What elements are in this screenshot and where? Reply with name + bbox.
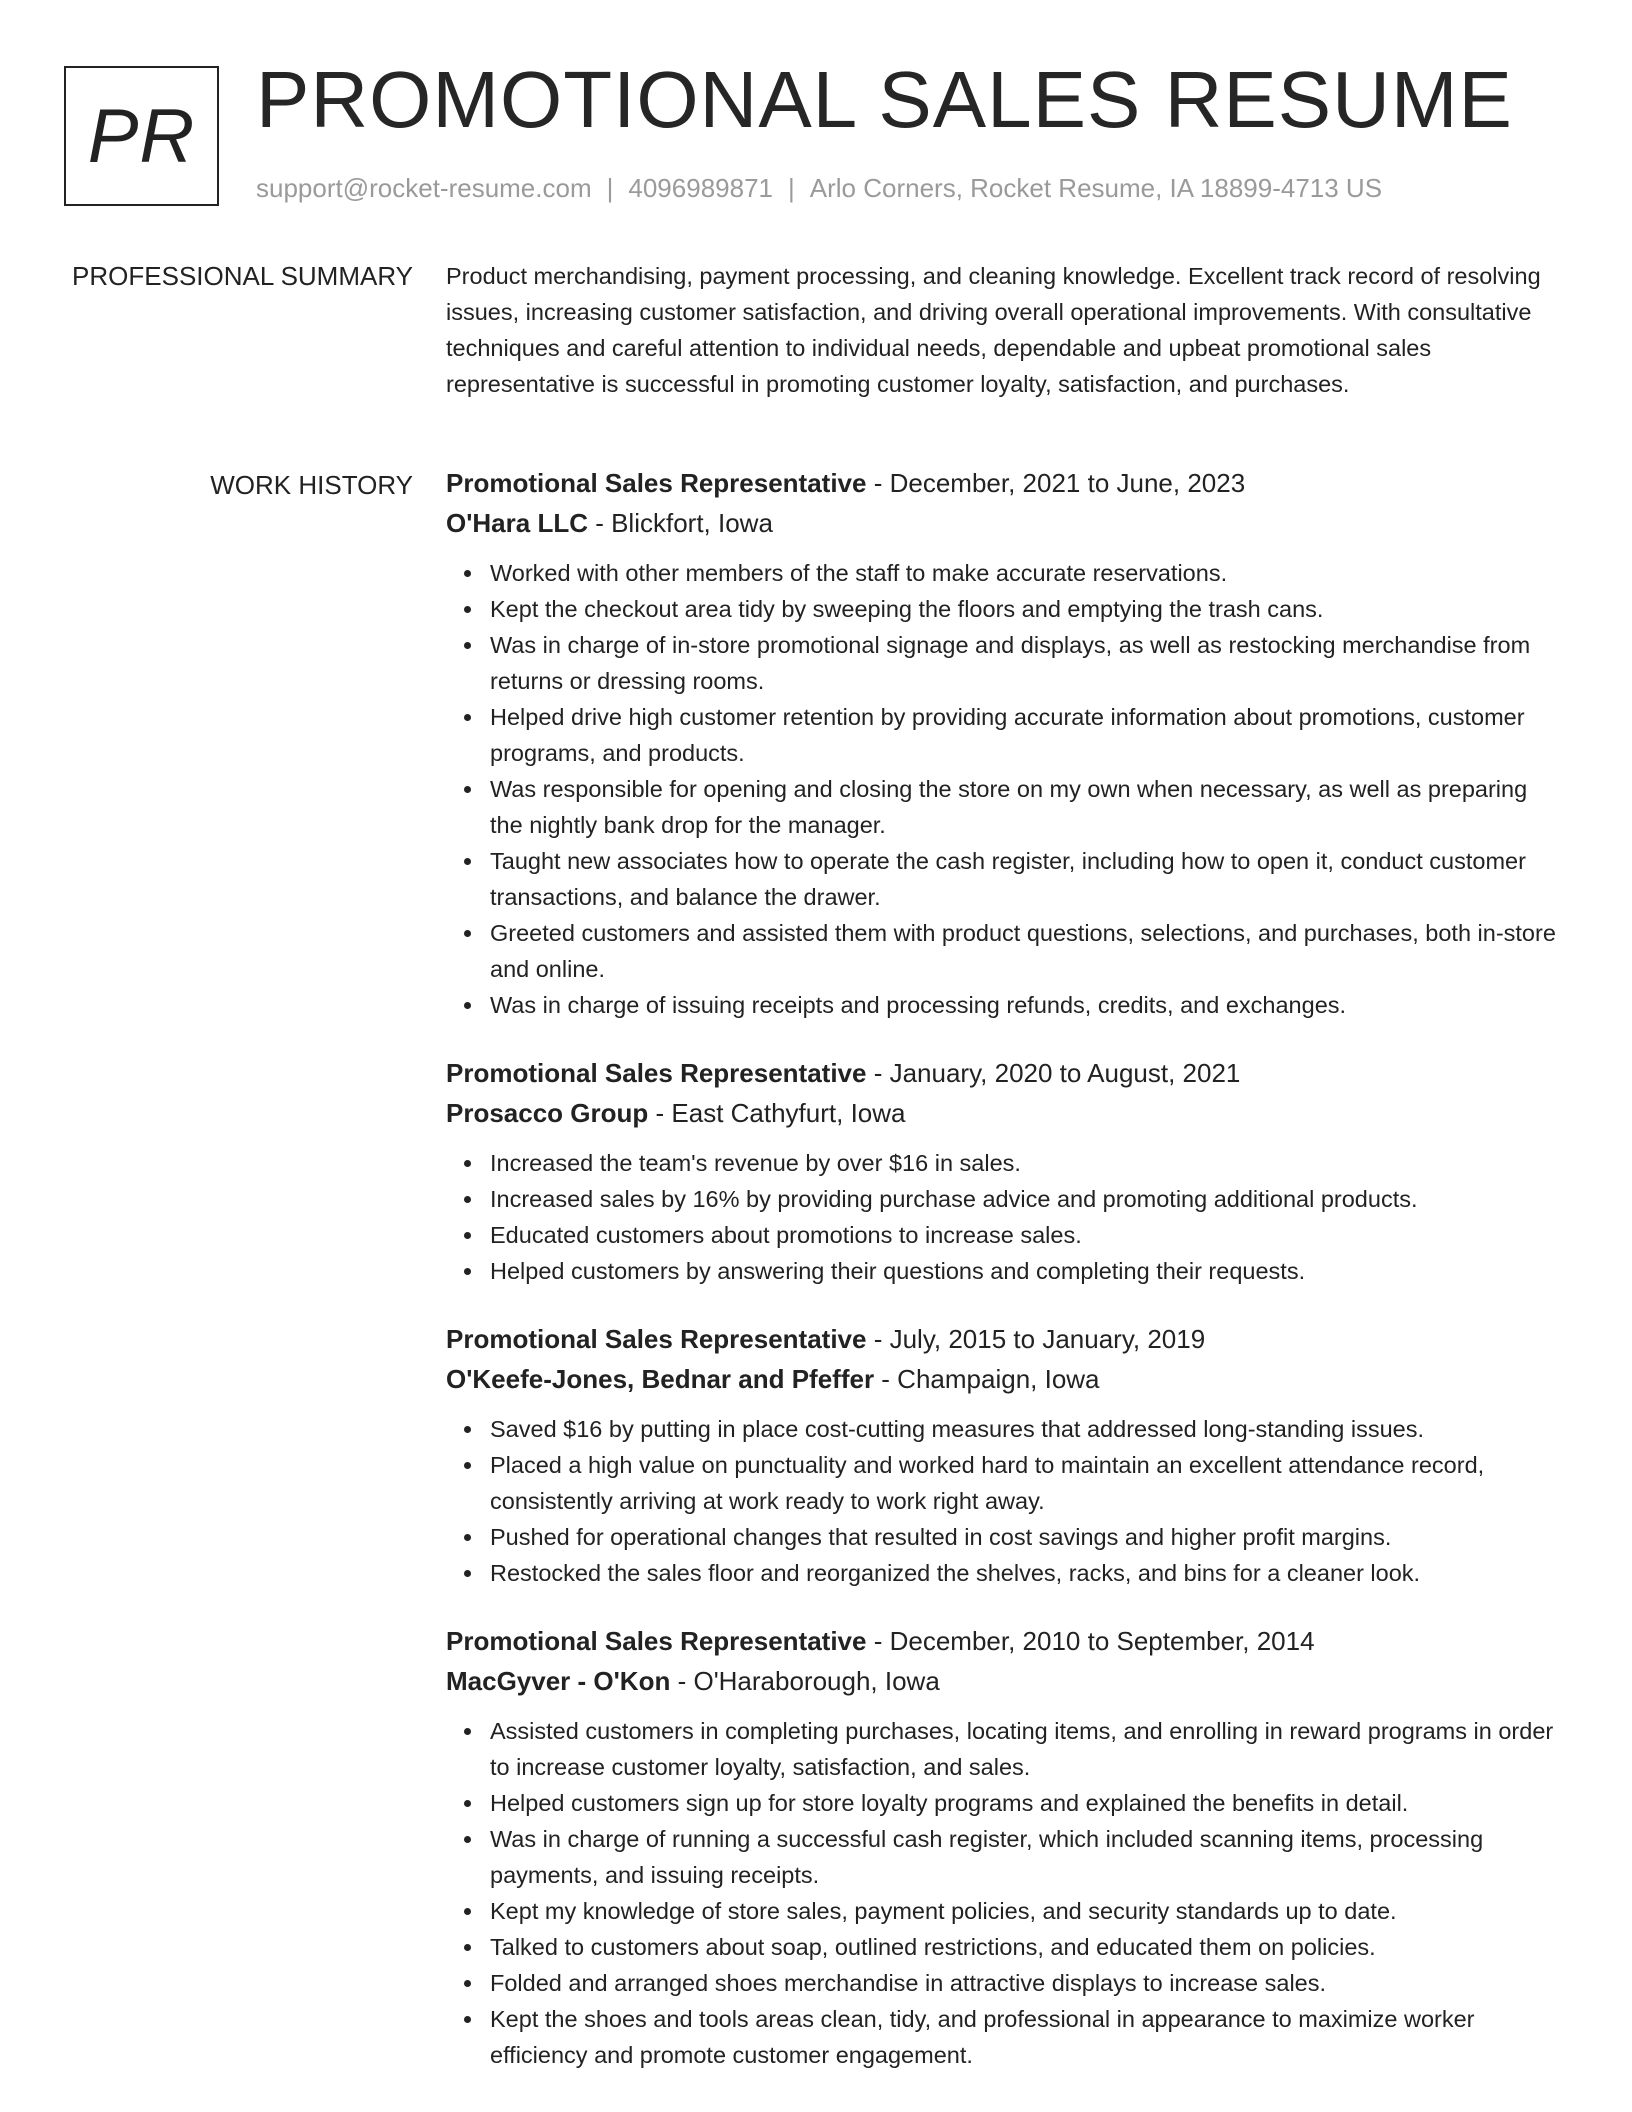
job-location: - East Cathyfurt, Iowa xyxy=(648,1098,906,1128)
job-title: Promotional Sales Representative xyxy=(446,1324,867,1354)
bullet-item: Helped drive high customer retention by providing accurate information about promotions, customer programs, and products. xyxy=(490,699,1566,771)
job-dates: - January, 2020 to August, 2021 xyxy=(866,1058,1241,1088)
bullet-item: Saved $16 by putting in place cost-cutting measures that addressed long-standing issues. xyxy=(490,1411,1566,1447)
bullet-item: Kept the shoes and tools areas clean, tidy, and professional in appearance to maximize worker efficiency and promote customer engagement. xyxy=(490,2001,1566,2073)
bullet-item: Pushed for operational changes that resulted in cost savings and higher profit margins. xyxy=(490,1519,1566,1555)
job-bullets xyxy=(446,555,1566,1023)
bullet-item: Helped customers sign up for store loyalty programs and explained the benefits in detail. xyxy=(490,1785,1566,1821)
monogram-logo: PR xyxy=(64,66,219,206)
job-dates: - July, 2015 to January, 2019 xyxy=(866,1324,1206,1354)
bullet-item: Kept the checkout area tidy by sweeping the floors and emptying the trash cans. xyxy=(490,591,1566,627)
bullet-item: Increased sales by 16% by providing purchase advice and promoting additional products. xyxy=(490,1181,1566,1217)
job-title: Promotional Sales Representative xyxy=(446,1058,867,1088)
bullet-item: Worked with other members of the staff to make accurate reservations. xyxy=(490,555,1566,591)
bullet-item: Restocked the sales floor and reorganized the shelves, racks, and bins for a cleaner look. xyxy=(490,1555,1566,1591)
bullet-item: Kept my knowledge of store sales, payment policies, and security standards up to date. xyxy=(490,1893,1566,1929)
job-dates: - December, 2021 to June, 2023 xyxy=(866,468,1246,498)
work-history-heading: WORK HISTORY xyxy=(210,470,413,500)
job-entry xyxy=(446,1319,1566,1591)
bullet-item: Helped customers by answering their questions and completing their requests. xyxy=(490,1253,1566,1289)
job-title-line xyxy=(446,1621,1566,1661)
job-title-line xyxy=(446,1319,1566,1359)
contact-separator: | xyxy=(606,173,614,203)
bullet-item: Taught new associates how to operate the cash register, including how to open it, conduct customer transactions, and balance the drawer. xyxy=(490,843,1566,915)
summary-text: Product merchandising, payment processing, and cleaning knowledge. Excellent track record of resolving issues, increasing customer satisfaction, and driving overall operational improvements. With consultative techniques and careful attention to individual needs, dependable and upbeat promotional sales representative is successful in promoting customer loyalty, satisfaction, and purchases. xyxy=(446,263,1541,397)
bullet-item: Was in charge of issuing receipts and processing refunds, credits, and exchanges. xyxy=(490,987,1566,1023)
job-company-line xyxy=(446,1661,1566,1701)
bullet-item: Was in charge of in-store promotional signage and displays, as well as restocking merchandise from returns or dressing rooms. xyxy=(490,627,1566,699)
contact-separator: | xyxy=(788,173,795,203)
job-entry xyxy=(446,1621,1566,2073)
job-bullets xyxy=(446,1145,1566,1289)
bullet-item: Folded and arranged shoes merchandise in attractive displays to increase sales. xyxy=(490,1965,1566,2001)
job-company: MacGyver - O'Kon xyxy=(446,1666,671,1696)
job-bullets xyxy=(446,1411,1566,1591)
job-location: - O'Haraborough, Iowa xyxy=(670,1666,940,1696)
job-company: O'Keefe-Jones, Bednar and Pfeffer xyxy=(446,1364,875,1394)
job-location: - Blickfort, Iowa xyxy=(587,508,773,538)
bullet-item: Was in charge of running a successful cash register, which included scanning items, processing payments, and issuing receipts. xyxy=(490,1821,1566,1893)
job-dates: - December, 2010 to September, 2014 xyxy=(866,1626,1315,1656)
job-title: Promotional Sales Representative xyxy=(446,468,867,498)
job-entry xyxy=(446,1053,1566,1289)
bullet-item: Was responsible for opening and closing the store on my own when necessary, as well as preparing the nightly bank drop for the manager. xyxy=(490,771,1566,843)
bullet-item: Greeted customers and assisted them with product questions, selections, and purchases, both in-store and online. xyxy=(490,915,1566,987)
job-company-line xyxy=(446,1093,1566,1133)
page-title: PROMOTIONAL SALES RESUME xyxy=(256,55,1513,144)
job-company-line xyxy=(446,503,1566,543)
jobs-list xyxy=(446,463,1566,2103)
job-company: O'Hara LLC xyxy=(446,508,588,538)
contact-line xyxy=(256,172,1382,204)
job-bullets xyxy=(446,1713,1566,2073)
job-title-line xyxy=(446,463,1566,503)
bullet-item: Educated customers about promotions to increase sales. xyxy=(490,1217,1566,1253)
job-company-line xyxy=(446,1359,1566,1399)
contact-address: Arlo Corners, Rocket Resume, IA 18899-4713 US xyxy=(809,173,1383,203)
job-location: - Champaign, Iowa xyxy=(874,1364,1100,1394)
bullet-item: Talked to customers about soap, outlined restrictions, and educated them on policies. xyxy=(490,1929,1566,1965)
bullet-item: Assisted customers in completing purchases, locating items, and enrolling in reward programs in order to increase customer loyalty, satisfaction, and sales. xyxy=(490,1713,1566,1785)
job-entry xyxy=(446,463,1566,1023)
job-title-line xyxy=(446,1053,1566,1093)
job-company: Prosacco Group xyxy=(446,1098,649,1128)
bullet-item: Increased the team's revenue by over $16 in sales. xyxy=(490,1145,1566,1181)
summary-heading: PROFESSIONAL SUMMARY xyxy=(72,261,413,291)
job-title: Promotional Sales Representative xyxy=(446,1626,867,1656)
contact-email: support@rocket-resume.com xyxy=(256,173,592,203)
contact-phone: 4096989871 xyxy=(628,173,773,203)
bullet-item: Placed a high value on punctuality and worked hard to maintain an excellent attendance record, consistently arriving at work ready to work right away. xyxy=(490,1447,1566,1519)
